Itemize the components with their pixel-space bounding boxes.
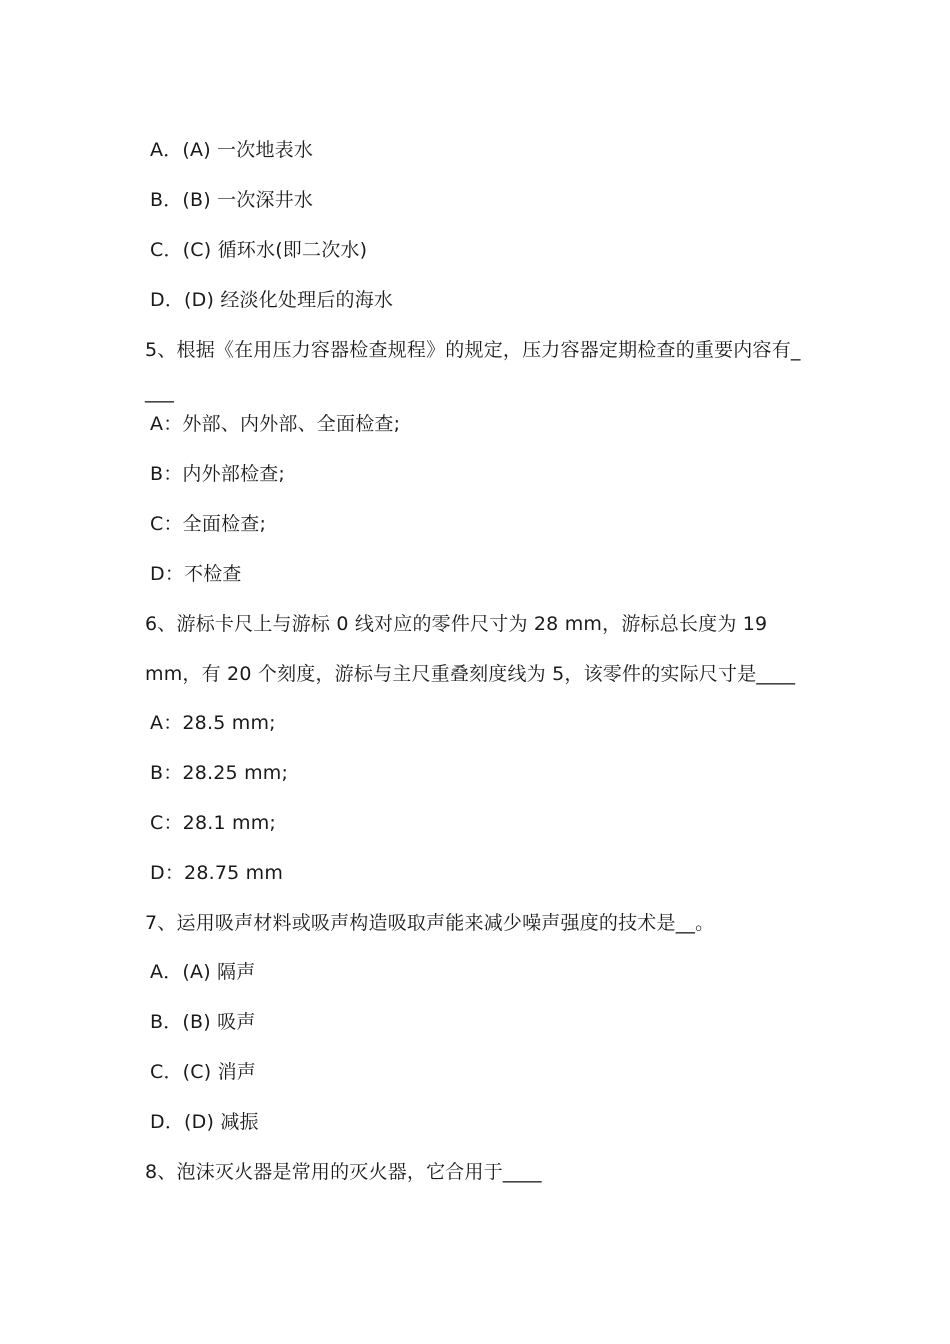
q4-option-d: D．(D) 经淡化处理后的海水 (150, 289, 394, 311)
q6-option-a: A：28.5 mm; (150, 712, 276, 734)
q7-option-a: A．(A) 隔声 (150, 961, 256, 983)
q5-option-a: A：外部、内外部、全面检查; (150, 413, 401, 435)
q5-question-line2: ___ (145, 381, 175, 403)
q6-option-b: B：28.25 mm; (150, 762, 289, 784)
q5-option-d: D：不检查 (150, 563, 242, 585)
q6-question-line2: mm，有 20 个刻度，游标与主尺重叠刻度线为 5，该零件的实际尺寸是____ (145, 663, 796, 685)
q6-question-line1: 6、游标卡尺上与游标 0 线对应的零件尺寸为 28 mm，游标总长度为 19 (145, 613, 768, 635)
q5-option-c: C：全面检查; (150, 513, 267, 535)
q4-option-c: C．(C) 循环水(即二次水) (150, 239, 368, 261)
q6-option-c: C：28.1 mm; (150, 812, 277, 834)
q7-option-b: B．(B) 吸声 (150, 1011, 256, 1033)
q7-option-c: C．(C) 消声 (150, 1061, 256, 1083)
q4-option-b: B．(B) 一次深井水 (150, 189, 314, 211)
q5-question-line1: 5、根据《在用压力容器检查规程》的规定，压力容器定期检查的重要内容有_ (145, 339, 801, 361)
q6-option-d: D：28.75 mm (150, 862, 284, 884)
q7-question-line1: 7、运用吸声材料或吸声构造吸取声能来减少噪声强度的技术是__。 (145, 912, 715, 934)
q7-option-d: D．(D) 减振 (150, 1111, 259, 1133)
q5-option-b: B：内外部检查; (150, 463, 286, 485)
q8-question-line1: 8、泡沫灭火器是常用的灭火器，它合用于____ (145, 1161, 542, 1183)
q4-option-a: A．(A) 一次地表水 (150, 139, 314, 161)
